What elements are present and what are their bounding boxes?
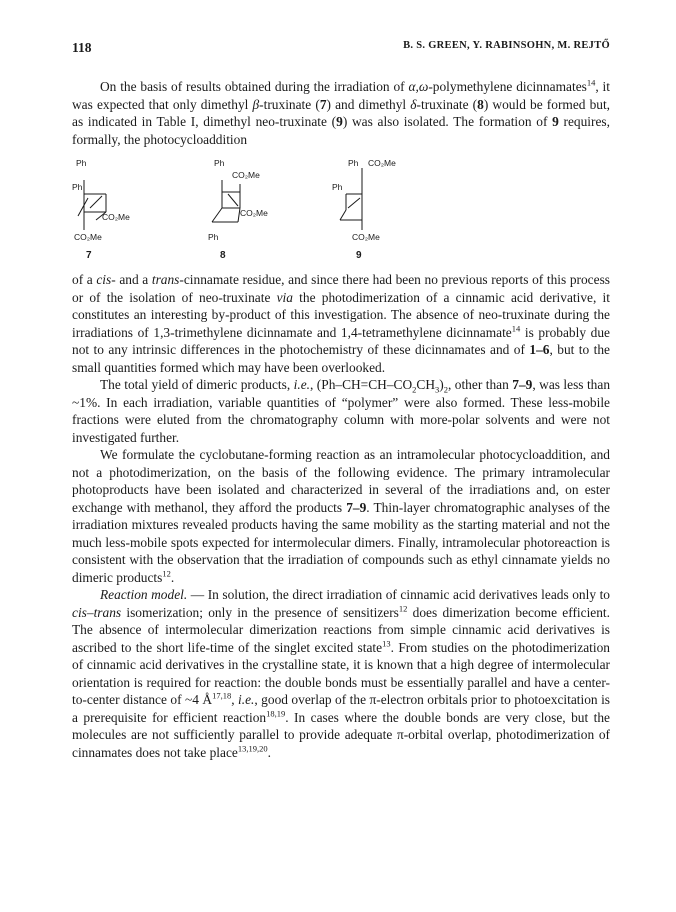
paragraph-1: On the basis of results obtained during the irradiation of α,ω-polymethylene dicinnamates$^{14}$, it was expected that only dimethyl β-truxinate (7) and dimethyl δ-truxinate (8) would be formed but, as indicated in Table I, dimethyl neo-truxinate (9) was also isolated. The formation of 9 requires, formally, the photocycloaddition <box>72 77 611 147</box>
s9-ph-top: Ph <box>348 158 359 168</box>
body-text-continued <box>72 271 610 761</box>
paragraph-5: Reaction model. — In solution, the direct irradiation of cinnamic acid derivatives leads only to cis–trans isomerization; only in the presence of sensitizers$^{12}$ does dimerization become efficient. The absence of intermolecular dimerization reactions from simple cinnamic acid derivatives is ascribed to the short life-time of the singlet excited state$^{13}$. From studies on the photodimerization of cinnamic acid derivatives in the crystalline state, it is known that a high degree of intermolecular orientation is required for reaction: the double bonds must be essentially parallel and have a center-to-center distance of ~4 Å$^{17,18}$, i.e., good overlap of the π-electron orbitals prior to photoexcitation is a prerequisite for efficient reaction$^{18,19}$. In cases where the double bonds are very close, but the molecules are not sufficiently parallel to provide adequate π-orbital overlap, photodimerization of cinnamates does not take place$^{13,19,20}$. <box>72 587 611 760</box>
page-number: 118 <box>72 40 92 55</box>
s8-ester-right: CO₂Me <box>240 208 268 218</box>
structures-figure <box>72 154 610 267</box>
paragraph-4: We formulate the cyclobutane-forming reaction as an intramolecular photocycloaddition, and not a photodimerization, on the basis of the following evidence. The primary intramolecular photoproducts have been isolated and characterized in several of the irradiations and, on ester exchange with methanol, they afford the products 7–9. Thin-layer chromatographic analyses of the irradiation mixtures revealed products having the same mobility as the starting material and not the much less-mobile spots expected for intermolecular dimers. Finally, intramolecular photoreaction is consistent with the observation that the irradiation of compounds such as ethyl cinnamate yields no dimeric products$^{12}$. <box>72 447 610 585</box>
structure-9-bonds <box>340 168 362 230</box>
paragraph-2: of a cis- and a trans-cinnamate residue, and since there had been no previous reports of this process or of the isolation of neo-truxinate via the photodimerization of a cinnamic acid derivative, it constitutes an interesting by-product of this investigation. The absence of neo-truxinate during the irradiations of 1,3-trimethylene dicinnamate and 1,4-tetramethylene dicinnamate$^{14}$ is probably due not to any intrinsic differences in the photochemistry of these dicinnamates and of 1–6, but to the small quantities formed which may have been overlooked. <box>72 272 610 375</box>
structure-9-label: 9 <box>356 250 362 261</box>
running-authors: B. S. GREEN, Y. RABINSOHN, M. REJTŐ <box>403 40 610 51</box>
reference: 14 <box>586 77 596 88</box>
s8-ph-top: Ph <box>214 158 225 168</box>
structure-8-bonds <box>212 180 240 222</box>
reference: 13 <box>382 638 391 649</box>
section-title: Reaction model. <box>100 587 188 602</box>
s8-ester-top: CO₂Me <box>232 170 260 180</box>
chemical-structures <box>72 154 610 267</box>
s9-ester-bottom: CO₂Me <box>352 232 380 242</box>
journal-page <box>72 40 610 761</box>
s9-ester-top: CO₂Me <box>368 158 396 168</box>
reference: 12 <box>162 568 171 579</box>
reference: 18,19 <box>266 708 286 719</box>
running-header <box>72 40 610 60</box>
s7-ester-bottom: CO₂Me <box>74 232 102 242</box>
paragraph-3: The total yield of dimeric products, i.e., $(Ph-CH=CH-CO_2CH_3)_2$, other than 7–9, was less than ~1%. In each irradiation, variable quantities of “polymer” were also formed. These less-mobile fractions were eluted from the chromatography column with more-polar solvents and were not investigated further. <box>72 377 611 445</box>
structure-8-label: 8 <box>220 250 226 261</box>
s8-ph-bottom: Ph <box>208 232 219 242</box>
s7-ph-left: Ph <box>72 182 83 192</box>
reference: 17,18 <box>212 690 232 701</box>
s9-ph-left: Ph <box>332 182 343 192</box>
reference: 14 <box>511 323 521 334</box>
s7-ph-top: Ph <box>76 158 87 168</box>
s7-ester-right: CO₂Me <box>102 212 130 222</box>
body-text <box>72 78 610 148</box>
structure-7-label: 7 <box>86 250 92 261</box>
reference: 12 <box>398 603 408 614</box>
reference: 13,19,20 <box>237 743 268 754</box>
